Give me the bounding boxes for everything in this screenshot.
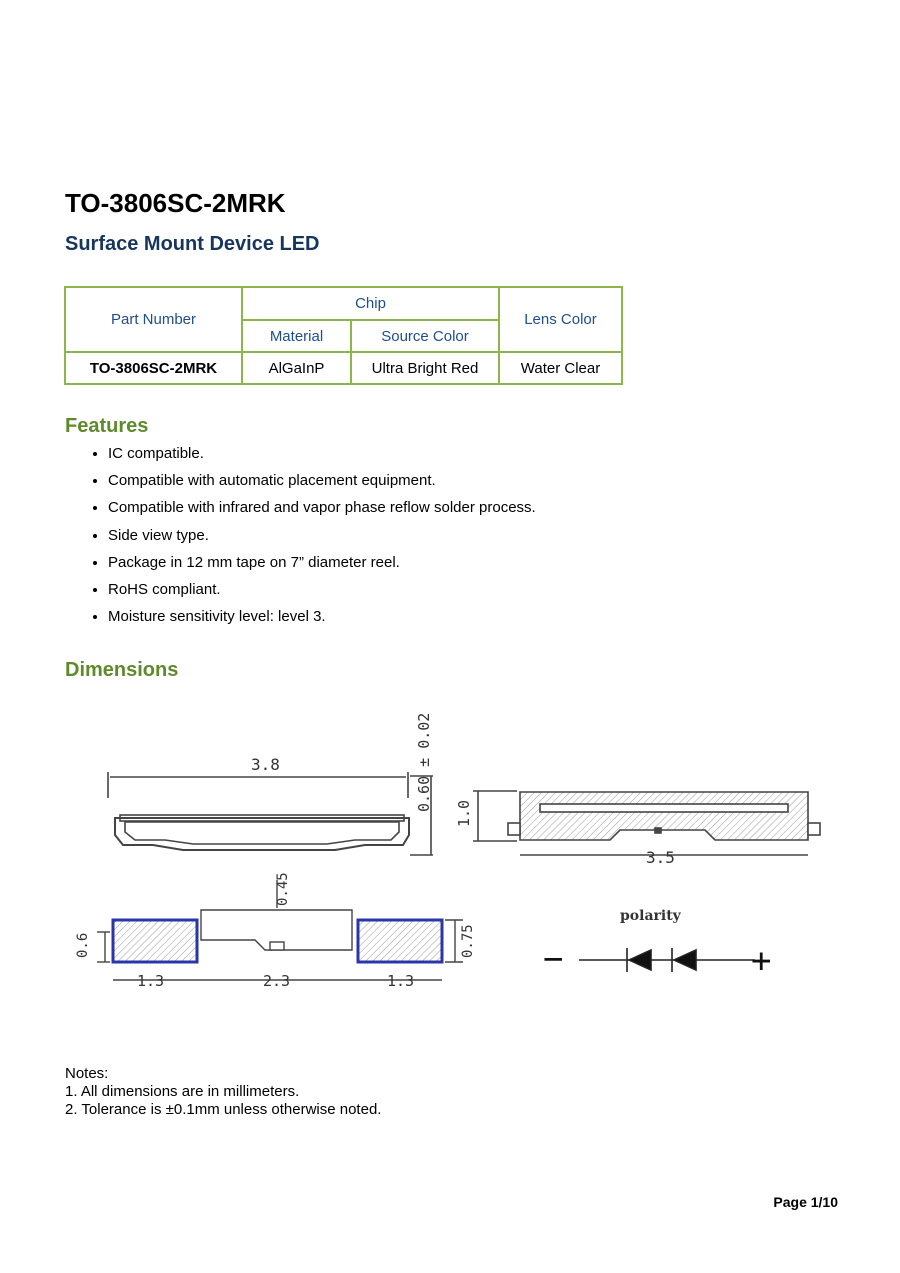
part-number-header: Part Number <box>65 287 242 352</box>
source-color-header: Source Color <box>351 320 499 352</box>
spec-table <box>64 286 623 385</box>
feature-item: • RoHS compliant. <box>108 580 536 607</box>
chip-header: Chip <box>242 287 499 320</box>
minus-sign: − <box>543 939 564 979</box>
gap-label: 0.45 <box>275 872 291 906</box>
polarity-label: polarity <box>620 908 681 924</box>
length-label: 3.8 <box>251 755 280 774</box>
pad-height-label: 0.6 <box>75 932 91 958</box>
material-header: Material <box>242 320 351 352</box>
page-number: Page 1/10 <box>773 1194 838 1210</box>
dimension-drawing <box>65 710 845 1000</box>
part-number-cell: TO-3806SC-2MRK <box>65 352 242 384</box>
features-list <box>88 444 536 634</box>
feature-item: • Compatible with automatic placement equipment. <box>108 471 536 498</box>
pad-left-label: 1.3 <box>137 972 165 990</box>
notes-section <box>65 1065 381 1119</box>
plus-sign: + <box>751 941 772 981</box>
page-title: TO-3806SC-2MRK <box>65 188 286 218</box>
features-heading: Features <box>65 415 149 437</box>
page-subtitle: Surface Mount Device LED <box>65 233 320 255</box>
feature-item: • Package in 12 mm tape on 7” diameter reel. <box>108 553 536 580</box>
pad-height-right-label: 0.75 <box>460 924 476 958</box>
notes-heading: Notes: <box>65 1065 109 1082</box>
feature-item: • IC compatible. <box>108 444 536 471</box>
material-cell: AlGaInP <box>242 352 351 384</box>
note-item: 1. All dimensions are in millimeters. <box>65 1083 300 1100</box>
pad-spacing-label: 2.3 <box>263 972 291 990</box>
feature-item: • Compatible with infrared and vapor phase reflow solder process. <box>108 498 536 525</box>
lens-color-header: Lens Color <box>499 287 622 352</box>
height-label: 1.0 <box>455 799 473 827</box>
feature-item: • Side view type. <box>108 526 536 553</box>
thickness-label: 0.60 ± 0.02 <box>415 712 433 812</box>
lens-color-cell: Water Clear <box>499 352 622 384</box>
feature-item: • Moisture sensitivity level: level 3. <box>108 607 536 634</box>
note-item: 2. Tolerance is ±0.1mm unless otherwise noted. <box>65 1101 382 1118</box>
width-label: 3.5 <box>646 848 675 867</box>
source-color-cell: Ultra Bright Red <box>351 352 499 384</box>
pad-right-label: 1.3 <box>387 972 415 990</box>
dimensions-heading: Dimensions <box>65 659 179 681</box>
